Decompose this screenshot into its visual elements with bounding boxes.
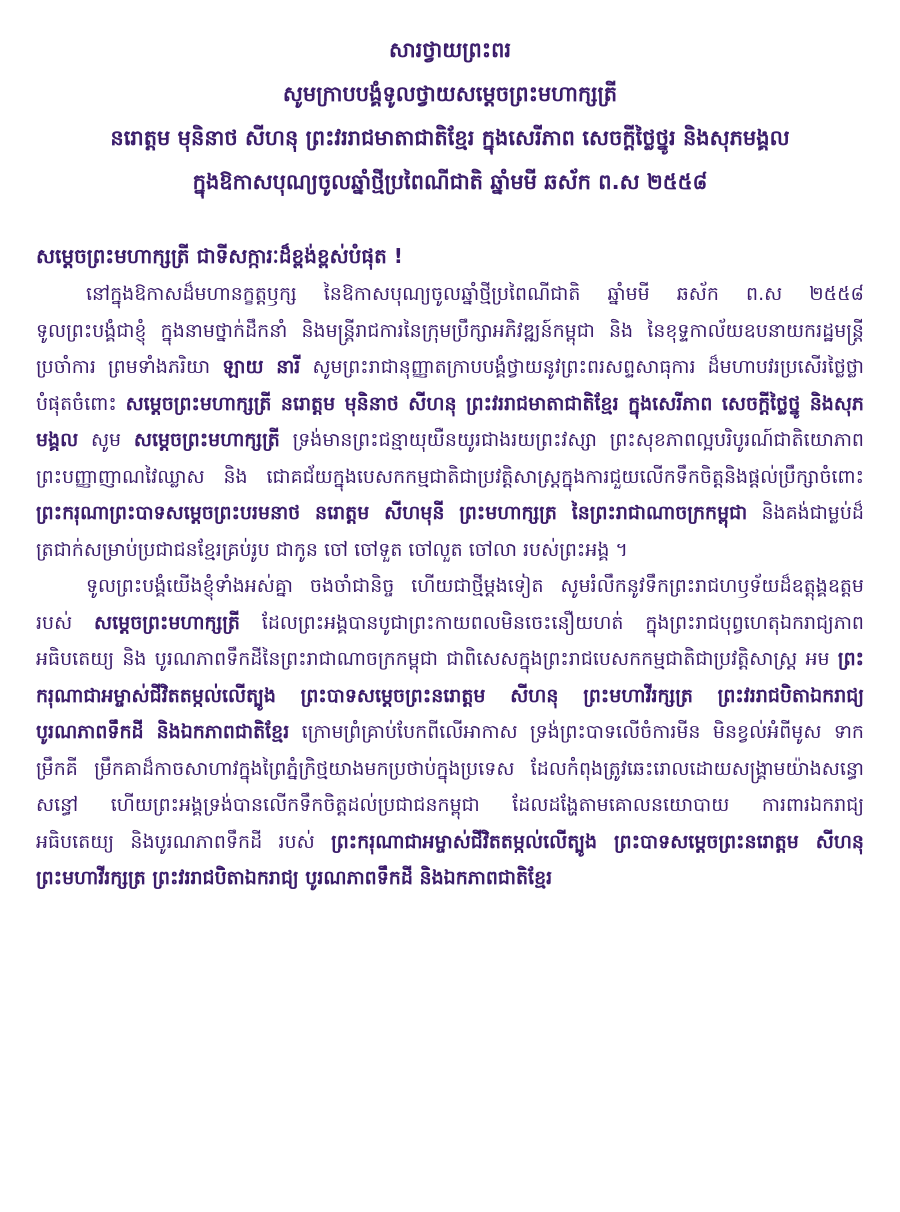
- p1-text-2: សូមព្រះរាជានុញ្ញាតក្រាបបង្គំថ្វាយនូវព្រះពរសព្ទសាធុការ ដ៏មហាបវរប្រសើរថ្លៃថ្លាបំផុតចំពោះ: [36, 356, 864, 415]
- p1-bold-2: សម្ដេចព្រះមហាក្សត្រី នរោត្តម មុនិនាថ សីហនុ ព្រះវររាជមាតាជាតិខ្មែរ ក្នុងសេរីភាព សេចក្ដីថ្លៃថ្នូ និងសុភមង្គល: [36, 392, 864, 451]
- p1-text-5: និងគង់ជាម្លប់ដ៏ត្រជាក់សម្រាប់ប្រជាជនខ្មែរគ្រប់រូប ជាកូន ចៅ ចៅទួត ចៅលួត ចៅលា របស់ព្រះអង្គ ។: [36, 502, 864, 561]
- header-line-2: សូមក្រាបបង្គំទូលថ្វាយសម្ដេចព្រះមហាក្សត្រី: [282, 82, 618, 106]
- p1-bold-3: សម្ដេចព្រះមហាក្សត្រី: [133, 429, 280, 451]
- p2-bold-2: ព្រះករុណាជាអម្ចាស់ជីវិតតម្កល់លើត្បូង ព្រះបាទសម្ដេចព្រះនរោត្តម សីហនុ ព្រះមហាវីរក្សត្រ ព្រះវររាជបិតាឯករាជ្យ បូរណភាពទឹកដី និងឯកភាពជាតិខ្មែរ: [36, 648, 864, 743]
- p2-bold-3: ព្រះករុណាជាអម្ចាស់ជីវិតតម្កល់លើត្បូង ព្រះបាទសម្ដេចព្រះនរោត្តម សីហនុ ព្រះមហាវីរក្សត្រ ព្រះវររាជបិតាឯករាជ្យ បូរណភាពទឹកដី និងឯកភាពជាតិខ្មែរ: [36, 830, 864, 889]
- p2-bold-1: សម្ដេចព្រះមហាក្សត្រី: [94, 611, 240, 634]
- p2-text-1: ទូលព្រះបង្គំយើងខ្ញុំទាំងអស់គ្នា ចងចាំជានិច្ច ហើយជាថ្មីម្ដងទៀត សូមរំលឹកនូវទឹកព្រះរាជហឫទ័យដ៏ឧត្ដុង្គឧត្ដមរបស់: [36, 575, 864, 634]
- p1-text-3: សូម: [90, 429, 122, 451]
- greeting: សម្ដេចព្រះមហាក្សត្រី ជាទីសក្ការៈដ៏ខ្ពង់ខ្ពស់បំផុត !: [36, 244, 403, 268]
- document-header: [36, 28, 864, 204]
- document-title: សារថ្វាយព្រះពរ: [388, 38, 512, 62]
- paragraph-1: [36, 276, 864, 568]
- header-line-3: នរោត្តម មុនិនាថ សីហនុ ព្រះវររាជមាតាជាតិខ្មែរ ក្នុងសេរីភាព សេចក្ដីថ្លៃថ្នូរ និងសុភមង្គល: [110, 126, 790, 150]
- p2-text-2: ដែលព្រះអង្គបានបូជាព្រះកាយពលមិនចេះនឿយហត់ ក្នុងព្រះរាជបុព្វហេតុឯករាជ្យភាព អធិបតេយ្យ និង បូរណភាពទឹកដីនៃព្រះរាជាណាចក្រកម្ពុជា ជាពិសេសក្នុងព្រះរាជបេសកកម្មជាតិជាប្រវត្តិសាស្ត្រ អម: [36, 611, 864, 670]
- header-line-4: ក្នុងឱកាសបុណ្យចូលឆ្នាំថ្មីប្រពៃណីជាតិ ឆ្នាំមមី ឆស័ក ព.ស ២៥៥៨: [192, 170, 708, 194]
- paragraph-2: [36, 568, 864, 897]
- p1-text-4: ទ្រង់មានព្រះជន្មាយុយឺនយូរជាងរយព្រះវស្សា ព្រះសុខភាពល្អបរិបូរណ៍ជាតិយោភាព ព្រះបញ្ញាញាណវៃឈ្លាស និង ជោគជ័យក្នុងបេសកកម្មជាតិជាប្រវត្តិសាស្ត្រក្នុងការជួយលើកទឹកចិត្តនិងផ្ដល់ប្រឹក្សាចំពោះ: [36, 429, 864, 488]
- p1-bold-4: ព្រះករុណាព្រះបាទសម្ដេចព្រះបរមនាថ នរោត្តម សីហមុនី ព្រះមហាក្សត្រ នៃព្រះរាជាណាចក្រកម្ពុជា: [36, 502, 748, 524]
- p1-text-1: នៅក្នុងឱកាសដ៏មហានក្ខត្តឫក្ស នៃឱកាសបុណ្យចូលឆ្នាំថ្មីប្រពៃណីជាតិ ឆ្នាំមមី ឆស័ក ព.ស ២៥៥៨ ទូលព្រះបង្គំជាខ្ញុំ ក្នុងនាមថ្នាក់ដឹកនាំ និងមន្ត្រីរាជការនៃក្រុមប្រឹក្សាអភិវឌ្ឍន៍កម្ពុជា និង នៃខុទ្ទកាល័យឧបនាយករដ្ឋមន្ត្រីប្រចាំការ ព្រមទាំងភរិយា: [36, 283, 864, 378]
- p2-text-3: ក្រោមព្រំគ្រាប់បែកពីលើអាកាស ទ្រង់ព្រះបាទលើចំការមីន មិនខ្វល់អំពីមូស ទាក ម្រឹកគី ម្រឹកគាដ៏កាចសាហាវក្នុងព្រៃភ្នំក្រិថ្មយាងមកប្រថាប់ក្នុងប្រទេស ដែលកំពុងត្រូវឆេះរោលដោយសង្គ្រាមយ៉ាងសន្ធោសន្ធៅ ហើយព្រះអង្គទ្រង់បានលើកទឹកចិត្តដល់ប្រជាជនកម្ពុជា ដែលដង្ហែតាមគោលនយោបាយ ការពារឯករាជ្យ អធិបតេយ្យ និងបូរណភាពទឹកដី របស់: [36, 721, 864, 853]
- p1-bold-1: ឡាយ នារី: [222, 356, 301, 378]
